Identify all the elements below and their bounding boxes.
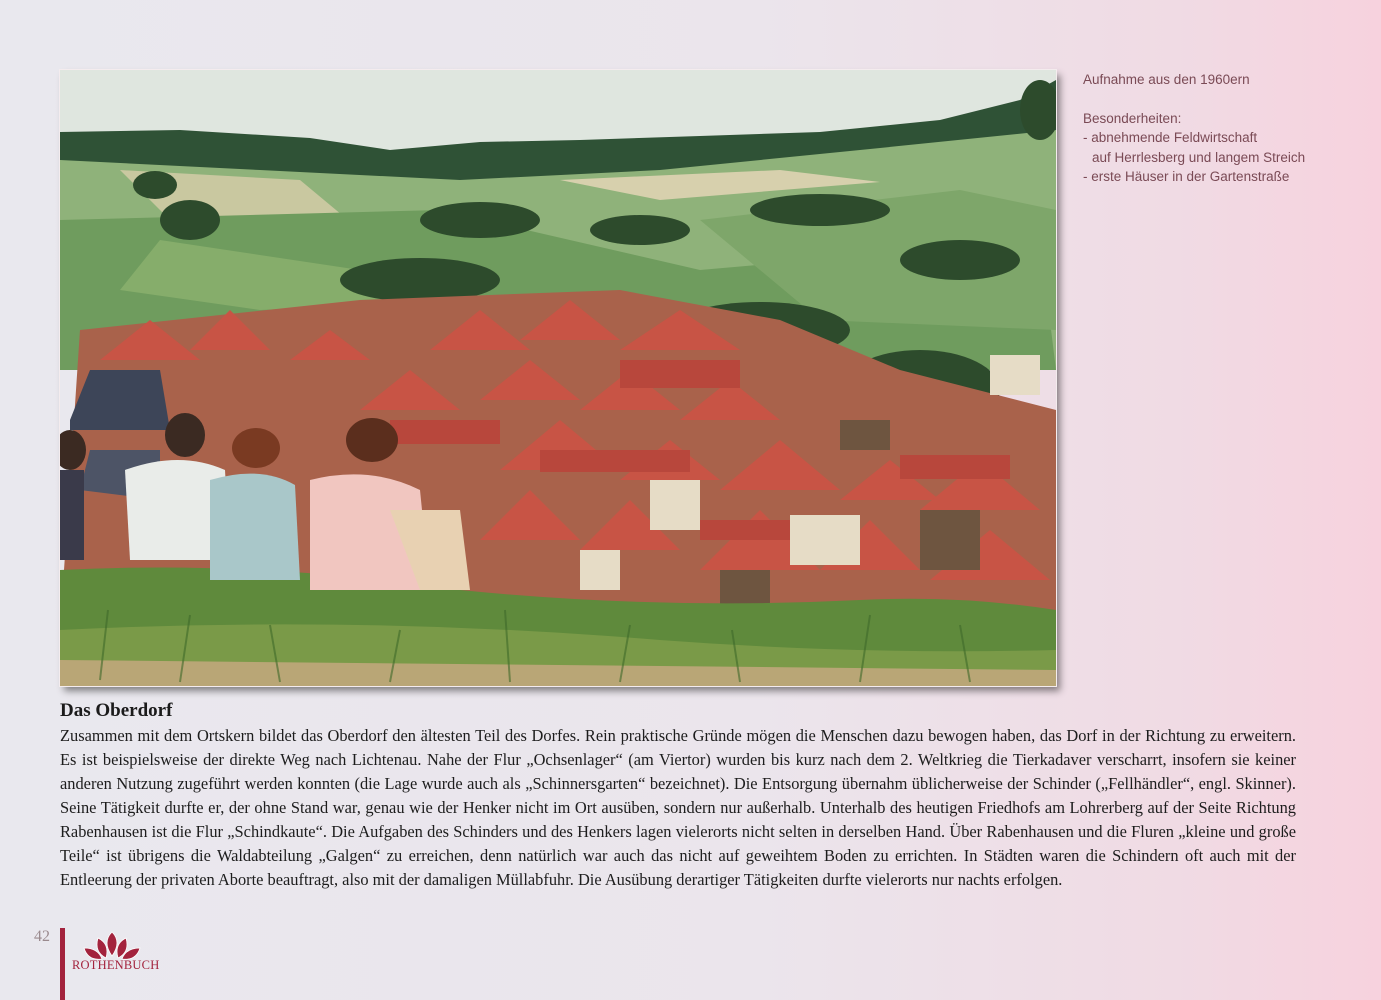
caption-bullet-2: - erste Häuser in der Gartenstraße bbox=[1083, 169, 1290, 184]
caption-bullet-1-cont: auf Herrlesberg und langem Streich bbox=[1092, 149, 1306, 165]
caption-heading: Besonderheiten: bbox=[1083, 110, 1182, 126]
article-title: Das Oberdorf bbox=[60, 700, 173, 721]
caption-bullet-1: - abnehmende Feldwirtschaft bbox=[1083, 130, 1258, 145]
page-divider-bar bbox=[60, 928, 65, 1000]
article-body: Zusammen mit dem Ortskern bildet das Oberdorf den ältesten Teil des Dorfes. Rein praktische Gründe mögen die Menschen dazu bewogen haben, das Dorf in der Richtung zu erweitern. Es ist beispielsweise der direkte Weg nach Lichtenau. Nahe der Flur „Ochsenlager“ (am Viertor) wurden bis kurz nach dem 2. Weltkrieg die Tierkadaver verscharrt, insofern sie keiner anderen Nutzung zugeführt werden konnten (die Lage wurde auch als „Schinnersgarten“ bezeichnet). Die Entsorgung übernahm üblicherweise der Schinder („Fellhändler“, engl. Skinner). Seine Tätigkeit durfte er, der ohne Stand war, genau wie der Henker nicht im Ort ausüben, sondern nur außerhalb. Unterhalb des heutigen Friedhofs am Lohrerberg auf der Seite Richtung Rabenhausen ist die Flur „Schindkaute“. Die Aufgaben des Schinders und des Henkers lagen vielerorts nicht selten in derselben Hand. Über Rabenhausen und die Fluren „kleine und große Teile“ ist übrigens die Waldabteilung „Galgen“ zu erreichen, denn natürlich war auch das nicht auf geweihtem Boden zu errichten. In Städten waren die Schindern oft auch mit der Entleerung der privaten Aborte beauftragt, also mit der damaligen Müllabfuhr. Die Ausübung derartiger Tätigkeiten durfte vielerorts nur nachts erfolgen. bbox=[60, 726, 1296, 889]
village-photo bbox=[60, 70, 1056, 686]
photo-caption bbox=[1083, 70, 1373, 187]
page-number: 42 bbox=[34, 928, 50, 945]
caption-date: Aufnahme aus den 1960ern bbox=[1083, 72, 1250, 87]
logo-wordmark: ROTHENBUCH bbox=[72, 958, 160, 972]
